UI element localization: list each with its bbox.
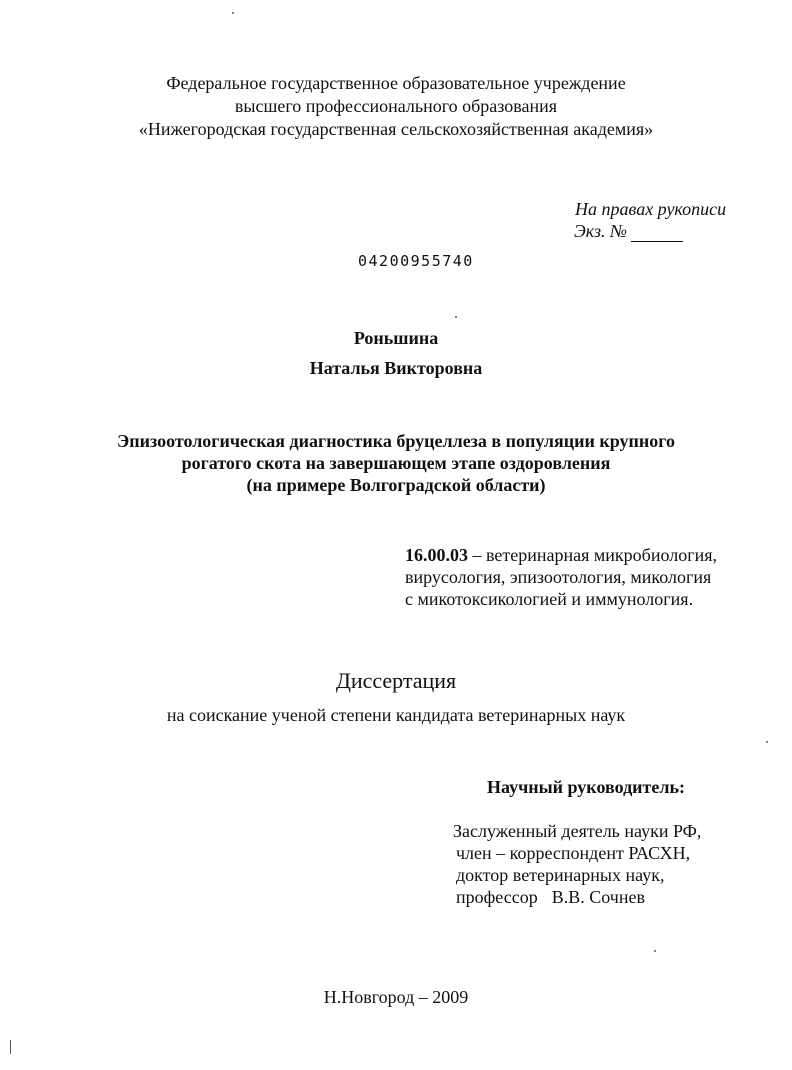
specialty-line-1: [405, 544, 717, 566]
specialty-line-1-text: – ветеринарная микробиология,: [468, 545, 717, 565]
manuscript-rights: На правах рукописи: [575, 199, 727, 219]
document-type: Диссертация: [335, 668, 457, 693]
catalog-number: 04200955740: [358, 252, 474, 270]
specialty-line-3: с микотоксикологией и иммунология.: [405, 589, 694, 609]
thesis-title-line-3: (на примере Волгоградской области): [246, 475, 546, 495]
supervisor-line-1: Заслуженный деятель науки РФ,: [453, 821, 702, 841]
scan-speck: [455, 316, 457, 318]
institution-line-1: Федеральное государственное образовательное учреждение: [166, 73, 626, 93]
supervisor-heading: Научный руководитель:: [487, 777, 685, 797]
degree-statement: на соискание ученой степени кандидата ветеринарных наук: [166, 705, 626, 725]
scan-speck: [232, 12, 234, 14]
thesis-title-line-2: рогатого скота на завершающем этапе оздоровления: [181, 453, 611, 473]
scan-speck: [654, 950, 656, 952]
copy-number: [574, 220, 683, 242]
copy-number-blank: [631, 227, 683, 242]
thesis-title-line-1: Эпизоотологическая диагностика бруцеллеза в популяции крупного: [117, 431, 675, 451]
institution-line-3: «Нижегородская государственная сельскохозяйственная академия»: [138, 119, 654, 139]
author-surname: Роньшина: [353, 328, 439, 348]
specialty-code: 16.00.03: [405, 545, 468, 565]
copy-number-label: Экз. №: [574, 221, 627, 241]
specialty-line-2: вирусология, эпизоотология, микология: [405, 567, 712, 587]
scan-speck: [10, 1040, 11, 1054]
supervisor-title: профессор: [456, 887, 538, 907]
author-name: Наталья Викторовна: [309, 358, 483, 378]
supervisor-line-3: доктор ветеринарных наук,: [456, 865, 665, 885]
supervisor-block: [453, 820, 701, 908]
supervisor-name: В.В. Сочнев: [551, 887, 645, 907]
city-year: Н.Новгород – 2009: [323, 987, 469, 1007]
scan-speck: [766, 741, 768, 743]
institution-line-2: высшего профессионального образования: [234, 96, 558, 116]
supervisor-line-2: член – корреспондент РАСХН,: [456, 843, 691, 863]
supervisor-line-4: [453, 886, 701, 908]
specialty-block: [405, 544, 717, 610]
